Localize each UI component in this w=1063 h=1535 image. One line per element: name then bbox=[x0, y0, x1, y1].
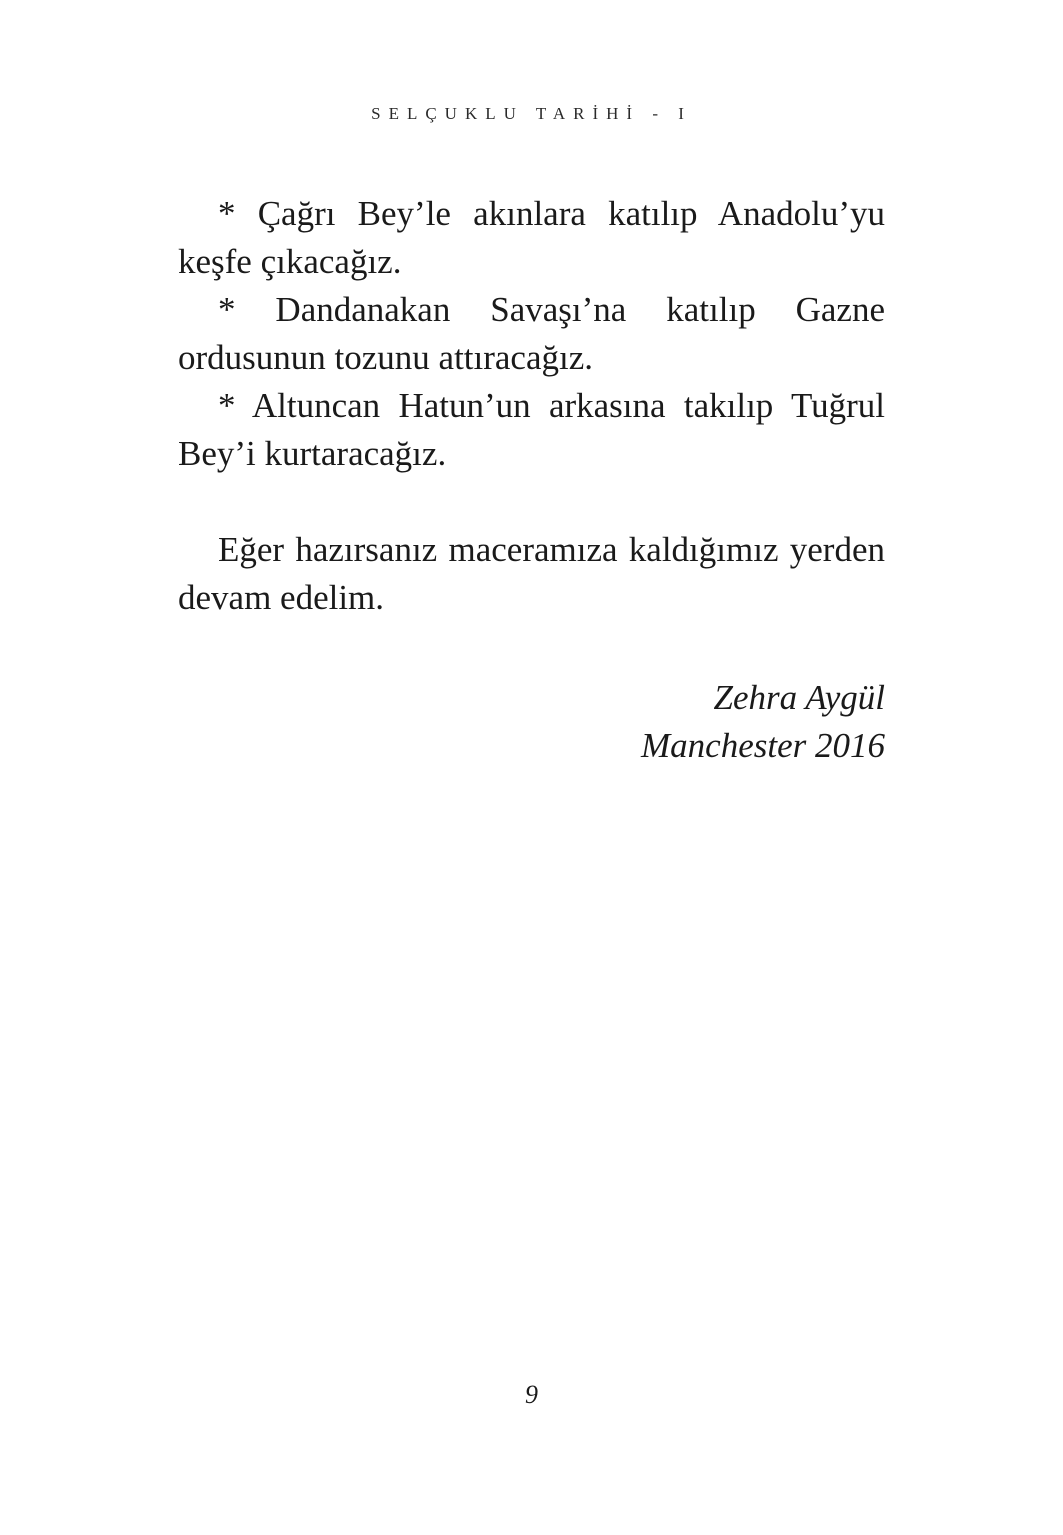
signature-block bbox=[178, 674, 885, 770]
paragraph-bullet-2: * Dandanakan Savaşı’na katılıp Gazne ordusunun tozunu attıracağız. bbox=[178, 290, 885, 377]
paragraph-closing: Eğer hazırsanız maceramıza kaldığımız yerden devam edelim. bbox=[178, 530, 885, 617]
page-number: 9 bbox=[525, 1380, 538, 1409]
signature-place-year: Manchester 2016 bbox=[641, 726, 885, 765]
signature-author: Zehra Aygül bbox=[713, 678, 885, 717]
body-text bbox=[178, 190, 885, 622]
paragraph-bullet-3: * Altuncan Hatun’un arkasına takılıp Tuğrul Bey’i kurtaracağız. bbox=[178, 386, 885, 473]
running-header: SELÇUKLU TARİHİ - I bbox=[371, 104, 692, 123]
paragraph-bullet-1: * Çağrı Bey’le akınlara katılıp Anadolu’yu keşfe çıkacağız. bbox=[178, 194, 885, 281]
